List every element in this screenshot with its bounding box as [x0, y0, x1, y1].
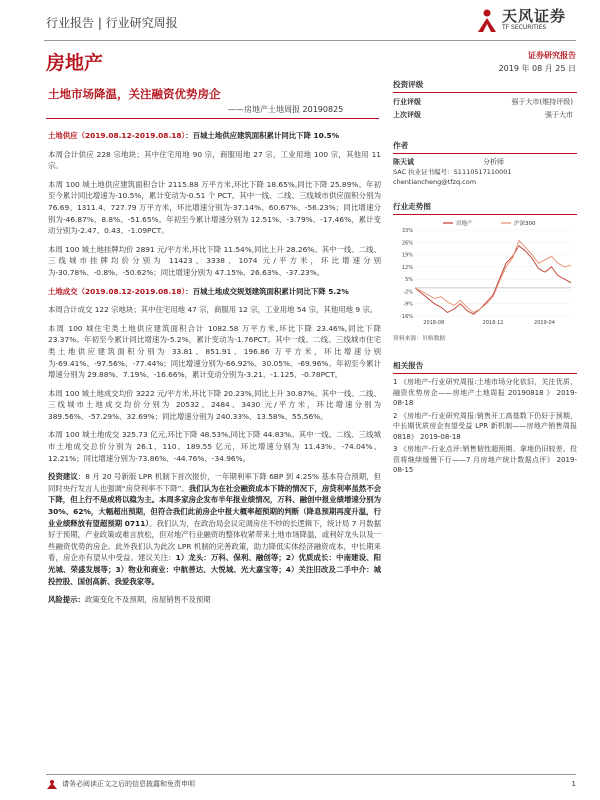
footer	[46, 779, 576, 789]
footer-divider	[46, 774, 576, 775]
logo-icon	[476, 6, 498, 34]
author-row	[393, 157, 577, 167]
trend-chart	[393, 218, 577, 331]
author-role: 分析师	[483, 158, 504, 166]
main-content	[48, 130, 381, 613]
rating-label: 上次评级	[393, 111, 421, 119]
logo-text-en: TF SECURITIES	[502, 24, 547, 31]
advice-text: ：8 月 20 号新版 LPR 机制下首次报价，一年期利率下降 6BP 到 4.25% 基本符合预期，但同时央行发言人也强调“房贷利率不下降”。	[48, 472, 381, 493]
disclaimer-text: 请务必阅读正文之后的信息披露和免责申明	[62, 780, 195, 788]
author-heading: 作者	[393, 140, 577, 154]
chart-source: 资料来源：贝格数据	[393, 336, 446, 342]
y-tick-label: 5%	[405, 277, 413, 284]
legend-label: 沪深300	[514, 221, 536, 227]
y-tick-label: -16%	[400, 314, 413, 320]
risk-text: 政策变化不及预期，房屋销售不及预期	[84, 595, 211, 605]
footer-disclaimer	[46, 779, 195, 789]
section-text: ：百城土地成交规划建筑面积累计同比下降 5.2%	[185, 286, 349, 296]
section-heading-deal	[48, 286, 381, 298]
y-tick-label: -2%	[403, 289, 413, 296]
page-number: 1	[571, 780, 576, 788]
section-date: 土地供应（2019.08.12-2019.08.18）	[48, 131, 186, 140]
previous-rating	[393, 109, 577, 122]
rating-value: 强于大市(维持评级)	[511, 98, 573, 106]
logo-icon	[46, 779, 58, 789]
paragraph: 本周 100 城土地供应建筑面积合计 2115.88 万平方米,环比下降 18.65%,同比下降 25.89%。年初至今累计同比增速为-10.5%，累计变动为-0.51 个 PCT。其中一线、二线、三线城市供应面积分别为 76.69、1311.4、727.79 万平方米，环比增速分别为-37.14%、60.67%、-56.23%；同比增速分别为-46.87%、8.8%、-51.65%。年初至今累计增速分别为 12.51%、-3.79%、-17.46%，累计变动分别为-2.47、0.43、-1.09PCT。	[48, 179, 381, 236]
rating-value: 强于大市	[545, 111, 573, 119]
trend-chart-svg	[393, 218, 577, 331]
paragraph: 本周合计成交 122 宗地块；其中住宅用地 47 宗，商服用 12 宗，工业用地 54 宗，其他用地 9 宗。	[48, 305, 378, 315]
paragraph: 本周 100 城土地成交均价 3222 元/平方米,环比下降 20.23%,同比上升 30.87%。其中一线、二线、三线城市土地成交均价分别为 20532、2484、3430 元/平方米，环比增速分别为 389.56%、-57.29%、32.69%；同比增速分别为 240.33%、13.58%、55.56%。	[48, 388, 381, 421]
y-tick-label: 12%	[401, 264, 413, 271]
rating-heading: 投资评级	[393, 79, 577, 93]
y-tick-label: 19%	[401, 252, 413, 259]
related-report[interactable]: 3 《房地产-行业点评:销售韧性超预期、拿地仍旧较差、投资将继续缓慢下行——7 月房地产统计数据点评》 2019-08-15	[393, 445, 577, 474]
related-report[interactable]: 1 《房地产-行业研究周报:土地市场分化依旧，关注优质、融资优势房企——房地产土地周报 20190818 》 2019-08-18	[393, 378, 577, 407]
rating-label: 行业评级	[393, 98, 421, 106]
advice-text: 。我们认为，在政治局会议定调房住不炒的长逻辑下，统计局 7 月数据好于预期，产业政策或难言放松，但对地产行业融资的整体收紧带来土地市场降温，或利好龙头以及一些融资优势的房企。此外我们认为此次 LPR 机制的完善政策，助力降低实体经济融资成本，中长期来看，房企亦有望从中受益。建议关注：	[48, 518, 381, 563]
paragraph: 本周 100 城住宅类土地供应建筑面积合计 1082.58 万平方米,环比下降 23.46%,同比下降 23.37%。年初至今累计同比增速为-5.2%，累计变动为-1.76PCT。其中一线、二线、三线城市住宅类土地供应建筑面积分别为 33.81、851.91、196.86 万平方米，环比增速分别为-69.41%、-97.56%、-77.44%；同比增速分别为-66.92%、30.05%、-69.96%。年初至今累计增速分别为 29.88%、7.19%、-16.66%，累计变动分别为-3.21、-1.125、-0.78PCT。	[48, 323, 381, 380]
section-date: 土地成交（2019.08.12-2019.08.18）	[48, 286, 186, 296]
risk-label: 风险提示：	[48, 595, 85, 605]
paragraph: 本周 100 城土地成交 325.73 亿元,环比下降 48.53%,同比下降 44.83%。其中一线、二线、三线城市土地成交总价分别为 26.1、110、189.55 亿元，环比增速分别为 11.43%、-74.04%、12.21%；同比增速分别为-73.86%、-44.76%、-34.96%。	[48, 430, 381, 463]
series-line-csi300	[415, 241, 571, 313]
y-tick-label: 26%	[401, 240, 413, 247]
x-tick-label: 2018-12	[482, 320, 504, 326]
company-logo	[476, 6, 498, 34]
section-text: ：百城土地供应建筑面积累计同比下降 10.5%	[185, 131, 340, 140]
trend-heading: 行业走势图	[393, 201, 577, 215]
author-sac: SAC 执业证书编号：S1110517110001	[393, 168, 512, 176]
advice-label: 投资建议	[48, 472, 78, 482]
paragraph: 本周 100 城土地挂牌均价 2891 元/平方米,环比下降 11.54%,同比上升 28.26%。其中一线、二线、三线城市挂牌均价分别为 11423、3338、1074 元/平方米，环比增速分别为-30.78%、-0.8%、-50.62%；同比增速分别为 47.15%、26.63%、-37.23%。	[48, 244, 381, 277]
advice-bold: 我们认为在社会融资成本下降的情况下，房贷利率虽然不会下降，但上行不是或将以稳为主。本周多家房企发布半年报业绩情况，万科、融创中报业绩增速分别为 30%、62%，大幅超出预期，但符合我们此前房企中报大概率超预期的判断（降息预期再度升温，行业业绩释放有望超预期 0711）	[48, 483, 381, 528]
investment-advice	[48, 471, 381, 587]
legend-label: 房地产	[456, 221, 473, 227]
related-report[interactable]: 2 《房地产-行业研究周报:销售开工高基数下仍好于预期，中长期优质房企有望受益 LPR 新机制——房地产销售周报0818》 2019-08-18	[393, 411, 577, 441]
report-subtitle: ——房地产土地周报 20190825	[228, 105, 344, 114]
author-name: 陈天诚	[393, 158, 414, 166]
x-tick-label: 2018-08	[423, 320, 445, 326]
report-date: 2019 年 08 月 25 日	[498, 64, 576, 73]
author-email[interactable]: chentiancheng@tfzq.com	[393, 178, 477, 186]
industry-name: 房地产	[46, 52, 104, 74]
related-heading: 相关报告	[393, 360, 577, 374]
header-divider	[44, 40, 576, 41]
y-tick-label: -9%	[403, 301, 413, 308]
title-divider	[46, 118, 379, 119]
report-title: 土地市场降温，关注融资优势房企	[48, 87, 221, 101]
sidebar	[393, 79, 577, 478]
doc-type: 证券研究报告	[528, 51, 576, 60]
x-tick-label: 2019-04	[534, 320, 555, 326]
y-tick-label: 33%	[401, 228, 413, 234]
industry-rating	[393, 96, 577, 109]
section-heading-supply	[48, 130, 381, 142]
advice-bold: 1）龙头：万科、保利、融创等；2）优质成长：中南建设、阳光城、荣盛发展等；3）物业和商业：中航善达、大悦城、光大嘉宝等；4）关注旧改及二手中介：城投控股、国创高新、我爱我家等。	[48, 553, 381, 586]
paragraph: 本周合计供应 228 宗地块；其中住宅用地 90 宗，商服用地 27 宗，工业用地 100 宗，其他用 11 宗。	[48, 149, 381, 171]
logo-text-cn: 天风证券	[502, 7, 567, 25]
report-type: 行业报告 | 行业研究周报	[46, 16, 178, 30]
risk-warning	[48, 594, 381, 606]
